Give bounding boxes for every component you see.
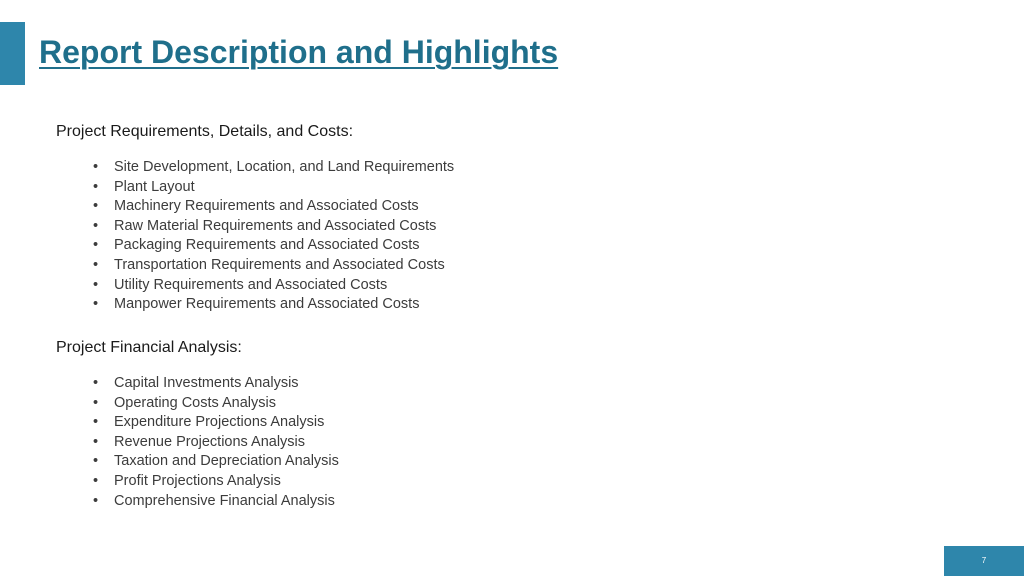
list-item — [93, 197, 454, 217]
list-item-text: Packaging Requirements and Associated Costs — [114, 237, 420, 254]
list-item — [93, 452, 339, 472]
list-item — [93, 472, 339, 492]
bullet-icon: • — [93, 472, 99, 489]
bullet-icon: • — [93, 198, 99, 215]
list-item — [93, 256, 454, 276]
bullet-icon: • — [93, 394, 99, 411]
title-accent-bar — [0, 22, 25, 85]
section-heading: Project Financial Analysis: — [56, 339, 242, 356]
list-item-text: Profit Projections Analysis — [114, 472, 281, 489]
list-item — [93, 276, 454, 296]
bullet-icon: • — [93, 375, 99, 391]
list-item-text: Operating Costs Analysis — [114, 394, 276, 411]
bullet-icon: • — [93, 296, 99, 313]
page-number-box — [944, 546, 1024, 576]
list-item — [93, 158, 454, 178]
section-project-requirements — [56, 121, 454, 315]
bullet-icon: • — [93, 159, 99, 175]
bullet-icon: • — [93, 256, 99, 273]
bullet-icon: • — [93, 217, 99, 234]
list-item-text: Machinery Requirements and Associated Costs — [114, 198, 419, 215]
bullet-icon: • — [93, 433, 99, 450]
bullet-icon: • — [93, 276, 99, 293]
list-item-text: Taxation and Depreciation Analysis — [114, 453, 339, 470]
list-item — [93, 374, 339, 394]
list-item-text: Revenue Projections Analysis — [114, 433, 306, 450]
bullet-list — [56, 374, 339, 511]
list-item-text: Expenditure Projections Analysis — [114, 414, 325, 431]
list-item — [93, 394, 339, 414]
bullet-icon: • — [93, 178, 99, 195]
list-item — [93, 433, 339, 453]
bullet-list — [56, 158, 454, 315]
list-item-text: Site Development, Location, and Land Requirements — [114, 159, 455, 175]
list-item-text: Raw Material Requirements and Associated Costs — [114, 217, 437, 234]
section-financial-analysis — [56, 337, 339, 511]
page-title: Report Description and Highlights — [39, 34, 559, 70]
bullet-icon: • — [93, 492, 99, 509]
list-item-text: Manpower Requirements and Associated Costs — [114, 296, 420, 313]
list-item — [93, 217, 454, 237]
bullet-icon: • — [93, 237, 99, 254]
list-item — [93, 236, 454, 256]
list-item — [93, 413, 339, 433]
list-item-text: Transportation Requirements and Associated Costs — [114, 256, 445, 273]
list-item-text: Comprehensive Financial Analysis — [114, 492, 335, 509]
list-item — [93, 492, 339, 512]
section-heading: Project Requirements, Details, and Costs: — [56, 123, 354, 140]
list-item-text: Plant Layout — [114, 178, 195, 195]
bullet-icon: • — [93, 414, 99, 431]
bullet-icon: • — [93, 453, 99, 470]
list-item-text: Capital Investments Analysis — [114, 375, 299, 391]
list-item — [93, 295, 454, 315]
list-item-text: Utility Requirements and Associated Costs — [114, 276, 388, 293]
page-number: 7 — [981, 556, 987, 565]
list-item — [93, 178, 454, 198]
